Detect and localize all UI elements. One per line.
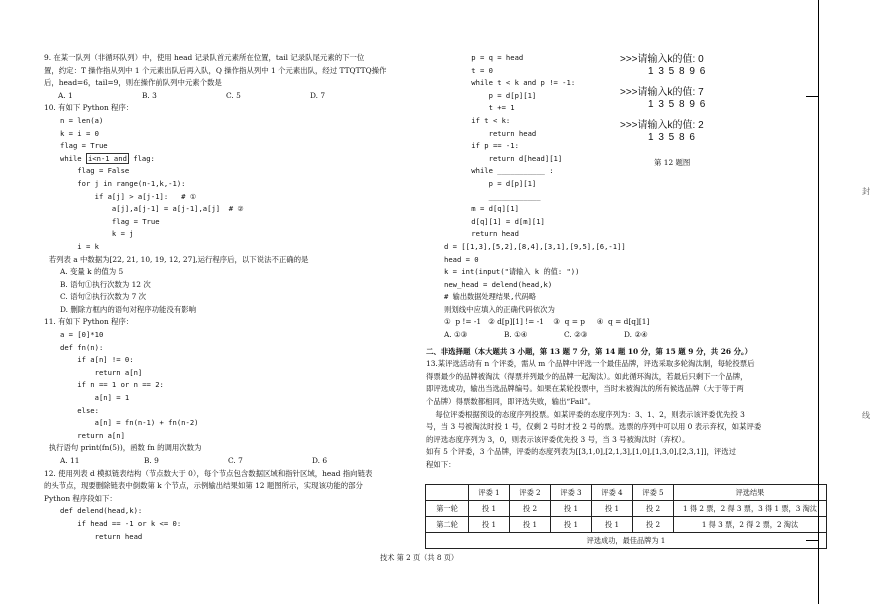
code-line: return head (60, 531, 143, 541)
code-line: t = 0 (454, 65, 493, 75)
table-header-row (426, 485, 827, 501)
q12-code-right (426, 52, 804, 241)
code-line: if a[j] > a[j-1]: # ① (60, 191, 197, 201)
code-line: p = d[p][1] (454, 90, 537, 100)
q10-title: 10. 有如下 Python 程序： (44, 103, 134, 113)
code-line: n = len(a) (60, 115, 104, 125)
table-header-cell: 评委 3 (551, 485, 592, 501)
q11-option-c: C. 7 (228, 456, 243, 465)
code-line: return head (454, 128, 537, 138)
q9-option-d: D. 7 (310, 90, 326, 100)
question-13 (426, 358, 804, 471)
table-row (426, 501, 827, 517)
q13-line: 如有 5 个评委，3 个品牌，评委的态度列表为[[3,1,0],[2,1,3],[1,0],[1,3,0],[2,3,1]]，评选过 (426, 447, 737, 457)
code-line: else: (60, 405, 99, 415)
code-line: while t < k and p != -1: (454, 78, 576, 88)
q12-code-left (44, 505, 414, 543)
table-cell: 投 2 (510, 501, 551, 517)
code-line: def fn(n): (60, 342, 104, 352)
q10-option-a: A. 变量 k 的值为 5 (60, 267, 124, 277)
table-footer-row (426, 533, 827, 549)
q13-line: 号，当 3 号被淘汰时投 1 号，仅剩 2 号时才投 2 号的票。选票的序列中可以用 0 表示弃权，如某评委 (426, 422, 762, 432)
figure-caption: 第 12 题图 (654, 158, 691, 167)
table-cell: 投 1 (592, 501, 633, 517)
output-group (620, 54, 706, 78)
table-cell: 1 得 3 票，2 得 2 票，2 淘汰 (674, 517, 827, 533)
code-line: if t < k: (454, 115, 511, 125)
q12-stem-3: Python 程序段如下： (44, 493, 117, 503)
binding-mark: 线 (862, 411, 870, 420)
table-row (426, 517, 827, 533)
code-line: return a[n] (60, 430, 125, 440)
q10-option-d: D. 删除方框内的语句对程序功能没有影响 (60, 304, 197, 314)
q12-desc: 则划线中应填入的正确代码依次为 (444, 304, 555, 314)
q10-options (44, 266, 414, 316)
table-cell: 投 1 (469, 501, 510, 517)
table-header-cell: 评委 1 (469, 485, 510, 501)
table-cell: 投 1 (592, 517, 633, 533)
code-line: flag = False (60, 166, 130, 176)
q13-line: 即评选成功，输出当选品牌编号。如果在某轮投票中，当时未被淘汰的所有候选品牌（大于等于两 (426, 384, 744, 394)
code-line: i = k (60, 241, 99, 251)
q12-option-d: D. ②④ (624, 330, 648, 340)
q12-option-a: A. ①③ (444, 330, 468, 340)
code-line: a[n] = 1 (60, 393, 130, 403)
question-11 (44, 316, 414, 467)
q10-option-b: B. 语句①执行次数为 12 次 (60, 279, 151, 289)
q9-option-b: B. 3 (142, 90, 157, 100)
table-cell: 第一轮 (426, 501, 469, 517)
code-line: def delend(head,k): (60, 506, 143, 516)
code-line: a = [0]*10 (60, 330, 104, 340)
q12-output-figure (620, 54, 706, 153)
output-digits: 1 3 5 8 9 6 (648, 99, 707, 110)
q9-options (44, 90, 414, 103)
question-9 (44, 52, 414, 102)
table-header-cell: 评选结果 (674, 485, 827, 501)
code-line: p = d[p][1] (454, 178, 537, 188)
code-line: d = [[1,3],[5,2],[8,4],[3,1],[9,5],[6,-1]] (444, 241, 626, 251)
q13-line: 13.某评选活动有 n 个评委，需从 m 个品牌中评选一个最佳品牌，评选采取多轮淘汰制，每轮投票后 (426, 359, 755, 369)
result-table (425, 484, 827, 549)
q11-title: 11. 有如下 Python 程序： (44, 317, 134, 327)
table-cell: 投 1 (469, 517, 510, 533)
q9-stem-1: 9. 在某一队列（非循环队列）中，使用 head 记录队首元素所在位置，tail 记录队尾元素的下一位 (44, 53, 365, 62)
left-column (44, 52, 414, 543)
output-digits: 1 3 5 8 9 6 (648, 66, 707, 77)
code-line-blank-2: ____________ (454, 191, 541, 201)
output-digits: 1 3 5 8 6 (648, 132, 696, 143)
code-line: if n == 1 or n == 2: (60, 380, 164, 390)
table-cell: 投 2 (633, 501, 674, 517)
q11-option-b: B. 9 (144, 456, 159, 465)
section-2-header: 二、非选择题（本大题共 3 小题，第 13 题 7 分，第 14 题 10 分，第 15 题 9 分，共 26 分。） (426, 346, 753, 356)
code-line: return a[n] (60, 367, 143, 377)
q11-code (44, 329, 414, 442)
table-header-cell (426, 485, 469, 501)
code-line: t += 1 (454, 103, 515, 113)
table-cell: 1 得 2 票，2 得 3 票，3 得 1 票，3 淘汰 (674, 501, 827, 517)
code-line: k = int(input("请输入 k 的值: ")) (444, 267, 580, 277)
q11-options (44, 455, 414, 468)
code-line: for j in range(n-1,k,-1): (60, 178, 186, 188)
code-line: flag = True (60, 141, 108, 151)
q13-line: 个品牌）得票数都相同，即评选失败，输出“Fail”。 (426, 397, 596, 407)
code-line-blank-1: while ___________ : (454, 166, 554, 176)
q10-code (44, 115, 414, 254)
binding-mark: 封 (862, 187, 870, 196)
q11-desc: 执行语句 print(fn(5))，函数 fn 的调用次数为 (44, 443, 202, 453)
q12-option-c: C. ②③ (564, 330, 588, 340)
q11-option-a: A. 11 (60, 456, 80, 465)
code-line: m = d[q][1] (454, 204, 519, 214)
q9-stem-3: 后，head=6，tail=9，则在操作前队列中元素个数是 (44, 78, 222, 88)
code-line: k = i = 0 (60, 128, 99, 138)
q9-option-a: A. 1 (58, 90, 73, 100)
table-header-cell: 评委 4 (592, 485, 633, 501)
table-header-cell: 评委 2 (510, 485, 551, 501)
q12-code-main (426, 241, 804, 304)
table-cell: 投 1 (551, 517, 592, 533)
binding-tick (806, 540, 819, 541)
code-line: if p == -1: (454, 141, 519, 151)
q12-option-b: B. ①④ (504, 330, 528, 340)
q12-stem-2: 的头节点，现要删除链表中倒数第 k 个节点，示例输出结果如第 12 题图所示，实现该功能的部分 (44, 481, 363, 491)
q9-stem-2: 置，约定：T 操作指从列中 1 个元素出队后再入队，Q 操作指从列中 1 个元素出队，经过 TTQTTQ操作 (44, 65, 387, 75)
table-footer-cell: 评选成功，最佳品牌为 1 (426, 533, 827, 549)
q12-choices: ① p != -1 ② d[p][1] != -1 ③ q = p ④ q = d[q][1] (444, 317, 650, 327)
code-line: flag = True (60, 216, 160, 226)
question-12-left (44, 468, 414, 544)
page-footer: 技术 第 2 页（共 8 页） (380, 553, 459, 562)
binding-tick (806, 96, 819, 97)
output-prompt: >>>请输入k的值: 0 (620, 54, 704, 65)
code-line: return head (454, 229, 519, 239)
q10-option-c: C. 语句②执行次数为 7 次 (60, 292, 147, 302)
question-10 (44, 102, 414, 316)
code-line: k = j (60, 229, 134, 239)
table-cell: 投 1 (551, 501, 592, 517)
q13-line: 得票最少的品牌被淘汰（得票并列最少的品牌一起淘汰）。如此循环淘汰，若最后只剩下一个品牌， (426, 371, 748, 381)
code-line: head = 0 (444, 254, 479, 264)
output-prompt: >>>请输入k的值: 2 (620, 120, 704, 131)
q12-stem-1: 12. 使用列表 d 模拟链表结构（节点数大于 0），每个节点包含数据区域和指针区域，head 指向链表 (44, 468, 373, 478)
binding-line (818, 0, 819, 604)
table-cell: 投 1 (510, 517, 551, 533)
code-line: if a[n] != 0: (60, 355, 134, 365)
table-cell: 第二轮 (426, 517, 469, 533)
table-header-cell: 评委 5 (633, 485, 674, 501)
q10-desc: 若列表 a 中数据为[22, 21, 10, 19, 12, 27],运行程序后，以下说法不正确的是 (44, 254, 309, 264)
code-line: new_head = delend(head,k) (444, 279, 553, 289)
output-group (620, 120, 706, 144)
output-prompt: >>>请输入k的值: 7 (620, 87, 704, 98)
code-line: a[j],a[j-1] = a[j-1],a[j] # ② (60, 204, 244, 214)
code-line: a[n] = fn(n-1) + fn(n-2) (60, 418, 199, 428)
code-line: if head == -1 or k <= 0: (60, 518, 182, 528)
table-cell: 投 2 (633, 517, 674, 533)
code-line: return d[head][1] (454, 153, 563, 163)
q11-option-d: D. 6 (312, 456, 328, 465)
code-line-while: while i<n-1 and flag: (60, 153, 155, 163)
code-line: # 输出数据处理结果,代码略 (444, 292, 537, 302)
q12-options (426, 329, 804, 342)
q13-line: 的评选态度序列为 3，0，则表示该评委优先投 3 号，当 3 号被淘汰时（弃权）。 (426, 434, 690, 444)
code-line: d[q][1] = d[m][1] (454, 216, 545, 226)
code-line: p = q = head (454, 53, 524, 62)
q13-line: 每位评委根据预设的态度序列投票。如某评委的态度序列为：3、1、2，则表示该评委优先投 3 (426, 409, 745, 419)
boxed-statement: i<n-1 and (87, 153, 127, 163)
q9-option-c: C. 5 (226, 90, 241, 100)
output-group (620, 87, 706, 111)
right-column (426, 52, 804, 472)
q13-line: 程如下： (426, 460, 456, 469)
